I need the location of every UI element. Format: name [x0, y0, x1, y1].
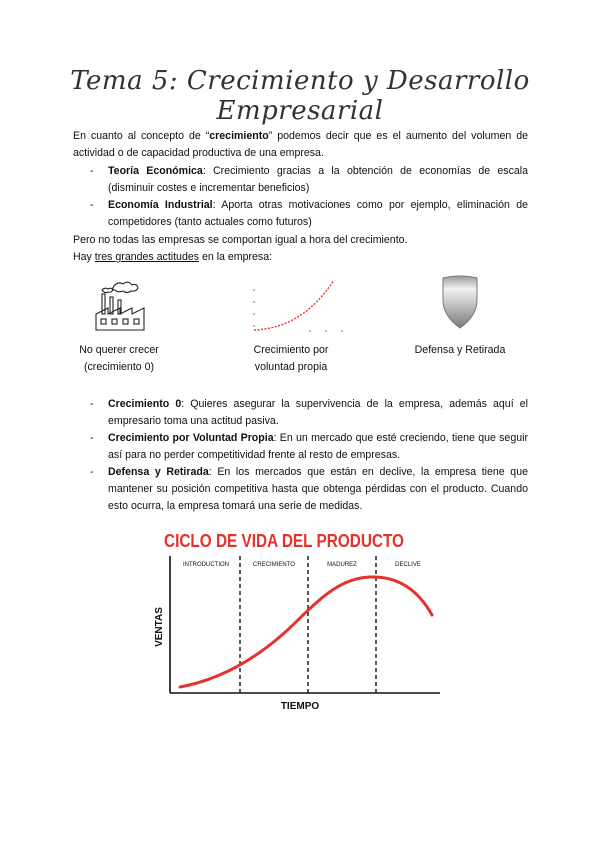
life-cycle-chart	[148, 520, 448, 715]
list-term: Defensa y Retirada	[108, 466, 209, 478]
caption-voluntad-propia: Crecimiento por voluntad propia	[253, 344, 329, 373]
list-item: - Teoría Económica: Crecimiento gracias a la obtención de economías de escala (disminuir costes e incrementar beneficios)	[90, 165, 528, 194]
list-item: - Crecimiento por Voluntad Propia: En un mercado que esté creciendo, tiene que seguir así para no perder competitividad frente al resto de empresas.	[90, 432, 528, 461]
list-text: : Crecimiento gracias a la obtención de economías de escala (disminuir costes e incrementar beneficios)	[108, 165, 528, 194]
intro-post: ” podemos decir que es el aumento del volumen de actividad o de capacidad productiva de una empresa.	[73, 130, 528, 159]
stage-label: CRECIMIENTO	[253, 562, 295, 568]
stage-label: MADUREZ	[327, 562, 357, 568]
chart-title: CICLO DE VIDA DEL PRODUCTO	[164, 531, 404, 551]
shield-icon	[440, 274, 480, 330]
list-term: Economía Industrial	[108, 199, 213, 211]
list-term: Crecimiento por Voluntad Propia	[108, 432, 274, 444]
caption-no-crecer: No querer crecer (crecimiento 0)	[79, 344, 159, 373]
intro-bold: crecimiento	[209, 130, 269, 142]
x-axis-label: TIEMPO	[280, 701, 320, 712]
sales-curve	[180, 577, 432, 687]
underlined-phrase: tres grandes actitudes	[94, 251, 200, 263]
list-text: : En un mercado que esté creciendo, tiene que seguir así para no perder competitividad frente al resto de empresas.	[108, 432, 528, 461]
factory-icon	[92, 272, 154, 334]
pero-line: Pero no todas las empresas se comportan igual a hora del crecimiento.	[73, 234, 408, 246]
list-term: Teoría Económica	[108, 165, 203, 177]
list-item: - Defensa y Retirada: En los mercados que están en declive, la empresa tiene que mantener su posición competitiva hasta que obtenga pérdidas con el producto. Cuando esto ocurra, la empresa tomará una serie de medidas.	[90, 466, 528, 512]
list-term: Crecimiento 0	[108, 398, 182, 410]
growth-curve-icon	[248, 270, 348, 334]
list-item: - Crecimiento 0: Quieres asegurar la supervivencia de la empresa, además aquí el empresario toma una actitud pasiva.	[90, 398, 528, 427]
list-item: - Economía Industrial: Aporta otras motivaciones como por ejemplo, eliminación de competidores (tanto actuales como futuros)	[90, 199, 528, 228]
list-text: : Quieres asegurar la supervivencia de la empresa, además aquí el empresario toma una actitud pasiva.	[108, 398, 528, 427]
stage-label: INTRODUCTION	[183, 562, 229, 568]
intro-paragraph	[73, 128, 528, 162]
list-text: : Aporta otras motivaciones como por ejemplo, eliminación de competidores (tanto actuales como futuros)	[108, 199, 528, 228]
hay-line: Hay tres grandes actitudes en la empresa:	[73, 251, 273, 263]
y-axis-label: VENTAS	[154, 607, 165, 647]
intro-pre: En cuanto al concepto de “	[73, 130, 210, 142]
list-text: : En los mercados que están en declive, la empresa tiene que mantener su posición competitiva hasta que obtenga pérdidas con el producto. Cuando esto ocurra, la empresa tomará una serie de medidas.	[108, 466, 528, 512]
caption-defensa: Defensa y Retirada	[414, 344, 506, 356]
page-title: Tema 5: Crecimiento y Desarrollo Empresarial	[70, 66, 530, 126]
stage-label: DECLIVE	[395, 562, 421, 568]
